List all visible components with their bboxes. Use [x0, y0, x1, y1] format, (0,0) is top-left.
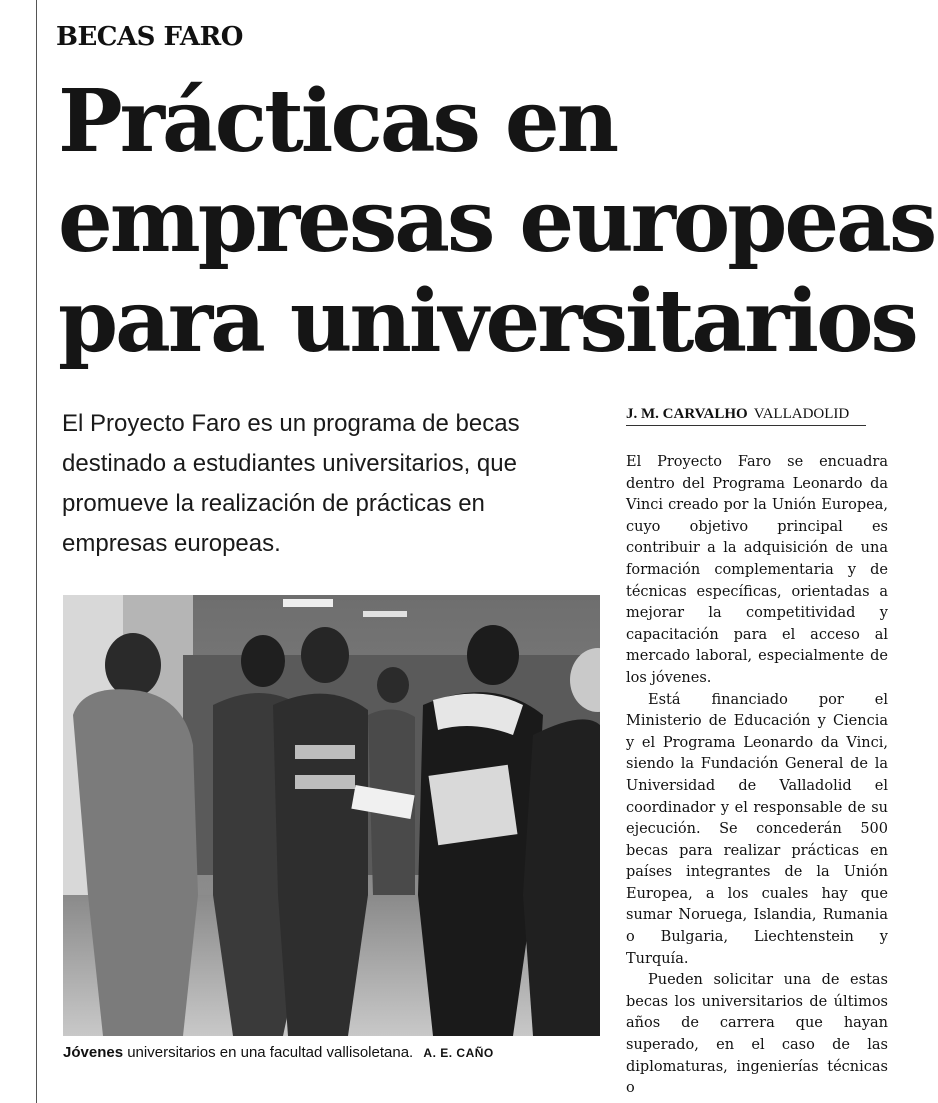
headline-line-2: empresas europeas	[58, 171, 935, 272]
headline-line-3: para universitarios	[58, 271, 916, 372]
section-tag: BECAS FARO	[56, 22, 243, 52]
body-paragraph-1: El Proyecto Faro se encuadra dentro del Programa Leonardo da Vinci creado por la Unión Europea, cuyo objetivo principal es contribuir a la adquisición de una formación complementaria y de técnicas específicas, orientadas a mejorar la competitividad y capacitación para el acceso al mercado laboral, especialmente de los jóvenes.	[626, 454, 888, 686]
byline-place: VALLADOLID	[753, 406, 850, 422]
caption-lead: Jóvenes	[63, 1044, 124, 1061]
byline-author: J. M. CARVALHO	[626, 406, 748, 422]
column-rule	[36, 0, 37, 1103]
body-paragraph-3: Pueden solicitar una de estas becas los universitarios de últimos años de carrera que hayan superado, en el caso de las diplomaturas, ingenierías técnicas o	[626, 972, 888, 1097]
caption-text: universitarios en una facultad vallisoletana.	[127, 1044, 414, 1061]
headline-line-1: Prácticas en	[58, 71, 617, 172]
photo-caption	[63, 1044, 603, 1061]
students-photo-illustration	[63, 595, 600, 1036]
photo-credit: A. E. CAÑO	[423, 1046, 494, 1060]
headline	[58, 71, 935, 372]
article-body	[626, 452, 888, 1100]
standfirst: El Proyecto Faro es un programa de becas destinado a estudiantes universitarios, que promueve la realización de prácticas en empresas europeas.	[62, 410, 520, 557]
byline	[626, 406, 866, 426]
news-photo	[63, 595, 600, 1036]
body-paragraph-2: Está financiado por el Ministerio de Educación y Ciencia y el Programa Leonardo da Vinci, siendo la Fundación General de la Universidad de Valladolid el coordinador y el responsable de su ejecución. Se concederán 500 becas para realizar prácticas en países integrantes de la Unión Europea, a los cuales hay que sumar Noruega, Islandia, Rumania o Bulgaria, Liechtenstein y Turquía.	[626, 691, 888, 967]
